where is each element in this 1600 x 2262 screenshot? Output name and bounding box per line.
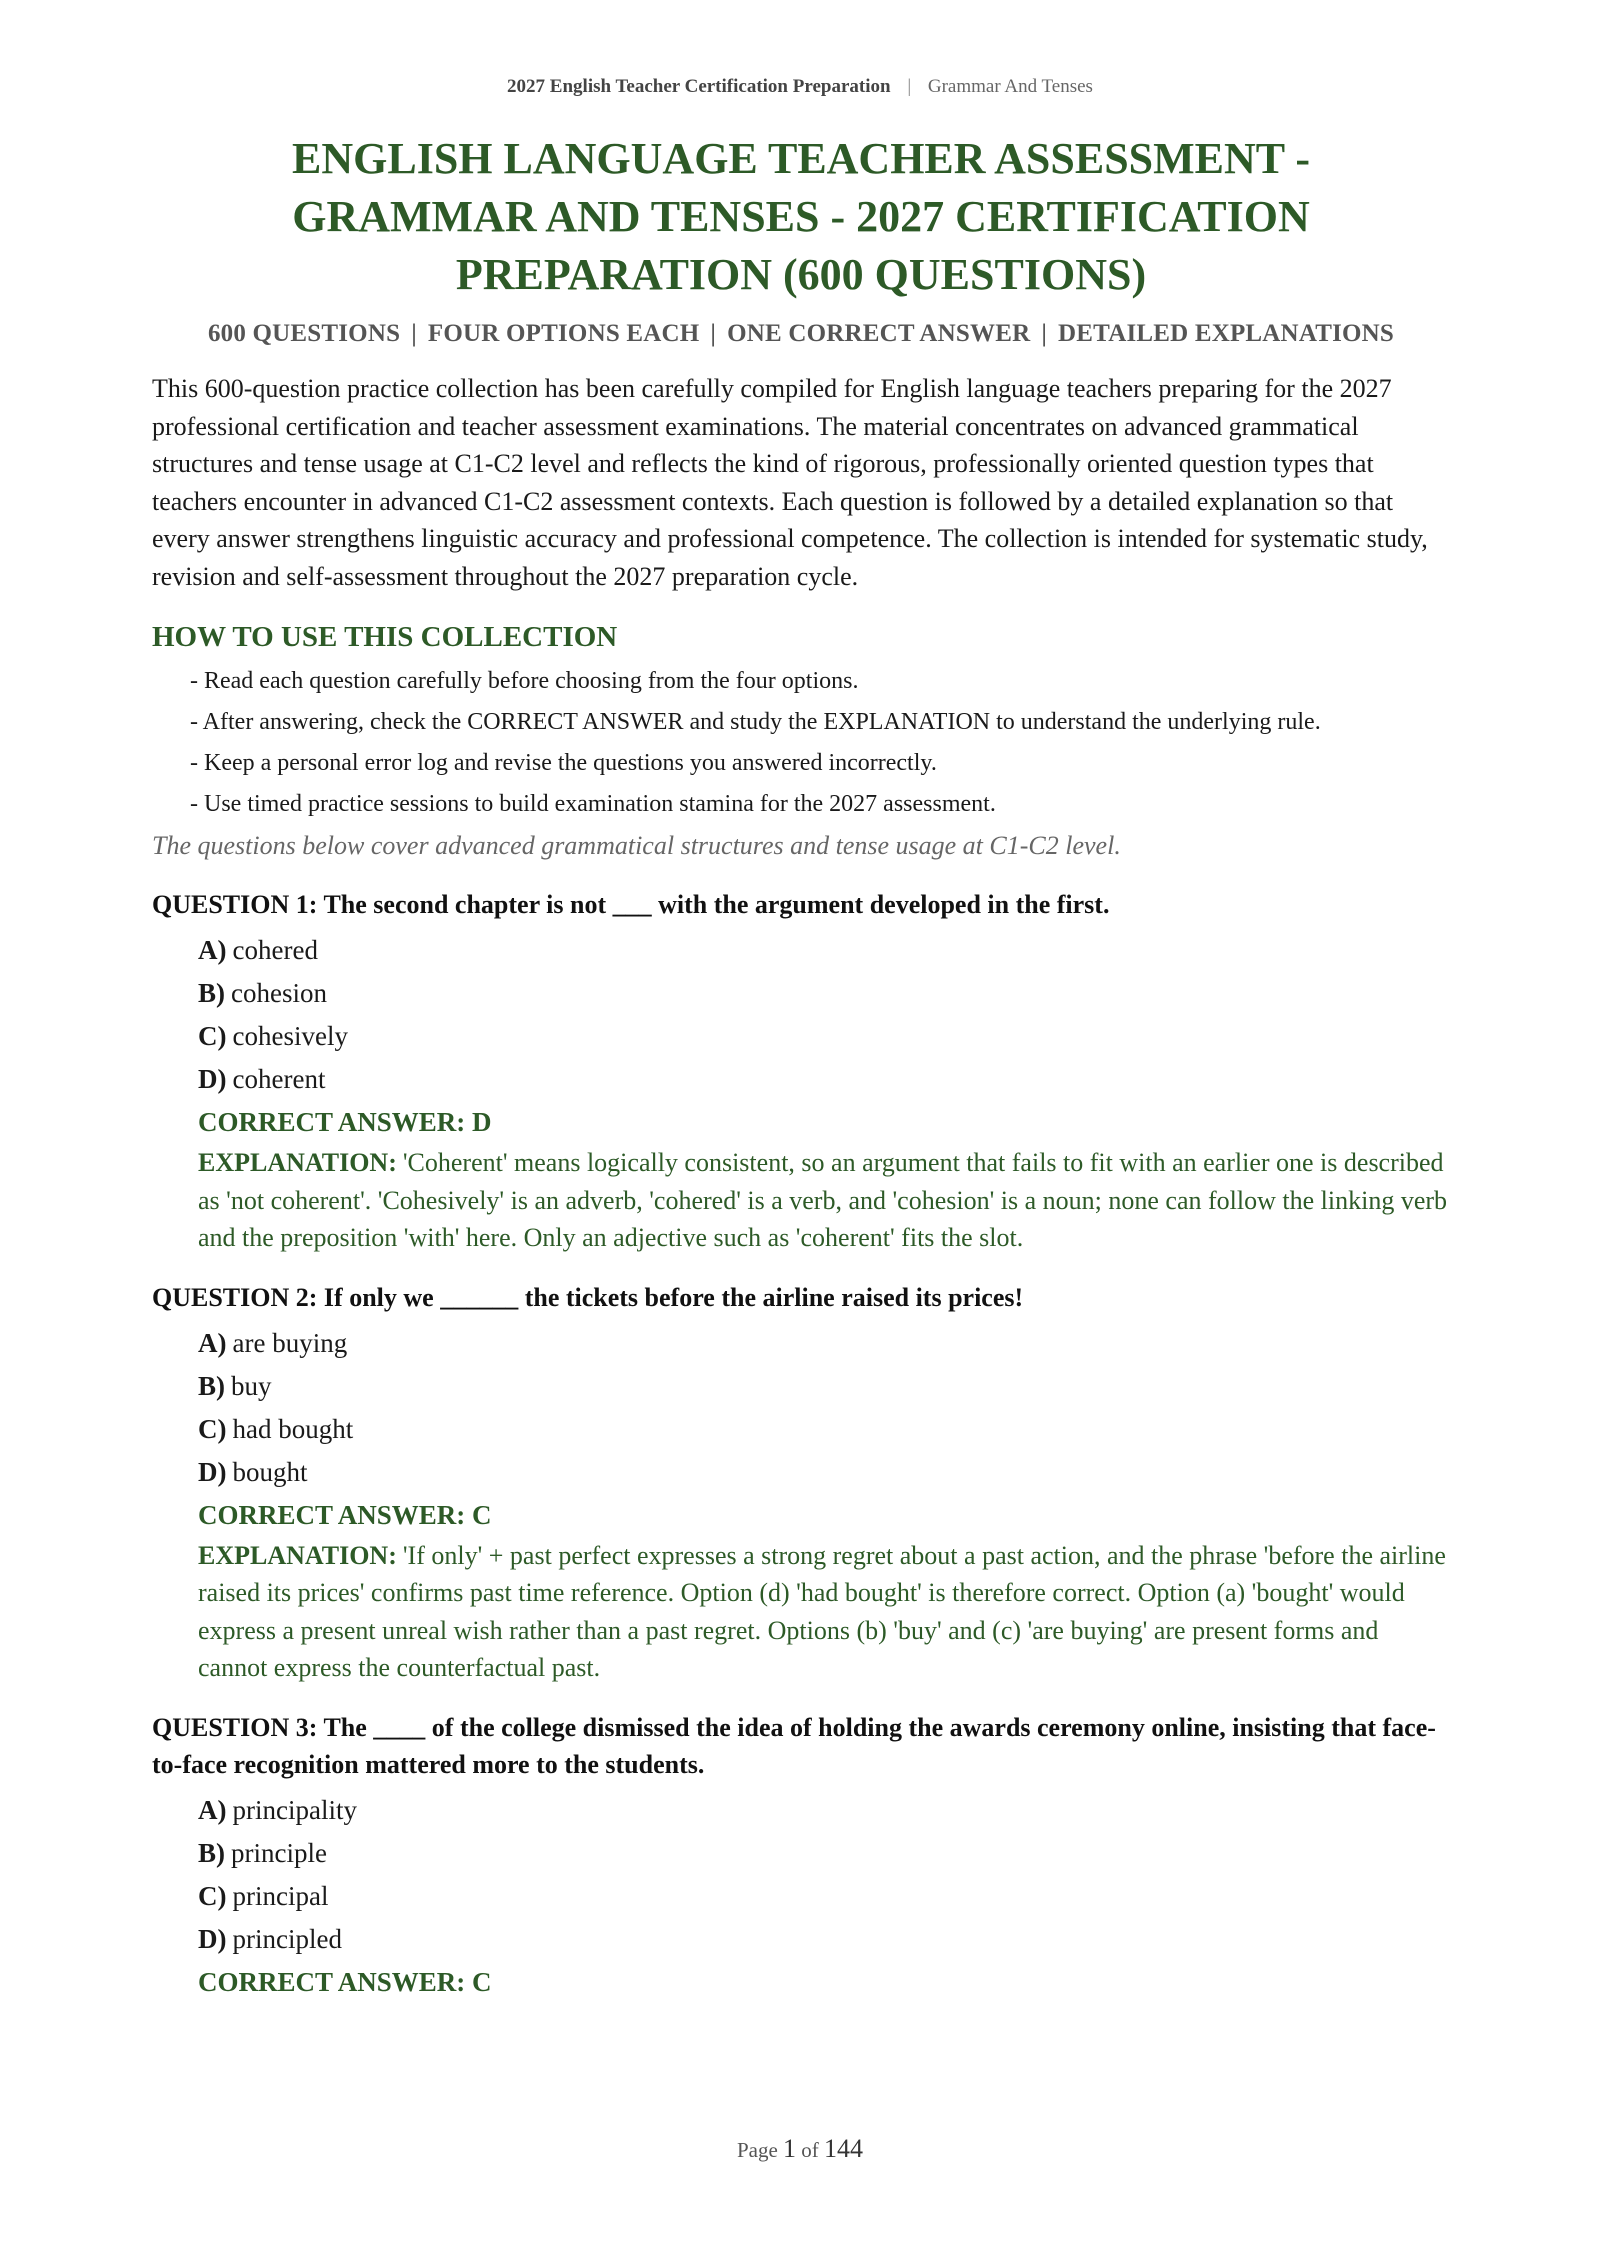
- page-footer: [0, 2134, 1600, 2164]
- running-header: [0, 76, 1600, 98]
- subtitle-separator: |: [1041, 320, 1048, 347]
- header-topic: Grammar And Tenses: [927, 76, 1093, 97]
- option-c: [198, 1408, 1450, 1451]
- header-course: 2027 English Teacher Certification Preparation: [507, 76, 891, 97]
- option-text: cohesion: [231, 978, 327, 1008]
- current-page-number: 1: [783, 2134, 797, 2163]
- option-letter: B): [198, 1370, 225, 1401]
- how-to-use-step: - After answering, check the CORRECT ANSWER and study the EXPLANATION to understand the underlying rule.: [190, 709, 1321, 735]
- explanation-label: EXPLANATION:: [198, 1148, 397, 1177]
- option-letter: C): [198, 1021, 227, 1051]
- option-letter: C): [198, 1880, 227, 1911]
- option-c: [198, 1875, 1450, 1918]
- option-text: coherent: [232, 1064, 326, 1094]
- explanation: [198, 1537, 1450, 1687]
- option-letter: C): [198, 1413, 227, 1444]
- page-word: Page: [736, 2138, 778, 2162]
- option-letter: A): [198, 935, 227, 965]
- question-block: [152, 1279, 1450, 1687]
- header-separator: |: [907, 76, 912, 97]
- how-to-use-step: - Use timed practice sessions to build examination stamina for the 2027 assessment.: [190, 791, 996, 817]
- option-d: [198, 1918, 1450, 1961]
- correct-answer: CORRECT ANSWER: D: [198, 1107, 492, 1137]
- subtitle-item: FOUR OPTIONS EACH: [427, 320, 700, 347]
- option-a: [198, 929, 1450, 972]
- option-letter: A): [198, 1794, 227, 1825]
- options-list: [198, 1322, 1450, 1494]
- subtitle-item: 600 QUESTIONS: [207, 320, 401, 347]
- correct-answer: CORRECT ANSWER: C: [198, 1966, 492, 1997]
- of-word: of: [801, 2138, 819, 2162]
- option-letter: A): [198, 1327, 227, 1358]
- total-pages: 144: [824, 2134, 864, 2163]
- option-text: principality: [232, 1794, 357, 1825]
- option-text: cohesively: [232, 1021, 348, 1051]
- question-block: [152, 886, 1450, 1257]
- document-title: ENGLISH LANGUAGE TEACHER ASSESSMENT - GRAMMAR AND TENSES - 2027 CERTIFICATION PREPARATION (600 QUESTIONS): [292, 134, 1310, 299]
- subtitle-separator: |: [411, 320, 417, 347]
- option-text: principle: [231, 1837, 327, 1868]
- intro-paragraph: This 600-question practice collection has been carefully compiled for English language teachers preparing for the 2027 professional certification and teacher assessment examinations. The material concentrates on advanced grammatical structures and tense usage at C1-C2 level and reflects the kind of rigorous, professionally oriented question types that teachers encounter in advanced C1-C2 assessment contexts. Each question is followed by a detailed explanation so that every answer strengthens linguistic accuracy and professional competence. The collection is intended for systematic study, revision and self-assessment throughout the 2027 preparation cycle.: [152, 374, 1428, 591]
- option-letter: B): [198, 978, 225, 1008]
- option-d: [198, 1451, 1450, 1494]
- option-text: bought: [232, 1456, 308, 1487]
- options-list: [198, 1789, 1450, 1961]
- document-subtitle: [152, 320, 1450, 348]
- correct-answer: CORRECT ANSWER: C: [198, 1499, 492, 1530]
- option-b: [198, 972, 1450, 1015]
- options-list: [198, 929, 1450, 1101]
- explanation-text: 'Coherent' means logically consistent, so an argument that fails to fit with an earlier one is described as 'not coherent'. 'Cohesively' is an adverb, 'cohered' is a verb, and 'cohesion' is a noun; none can follow the linking verb and the preposition 'with' here. Only an adjective such as 'coherent' fits the slot.: [198, 1148, 1448, 1252]
- coverage-note: The questions below cover advanced grammatical structures and tense usage at C1-C2 level.: [152, 831, 1121, 860]
- explanation-label: EXPLANATION:: [198, 1540, 397, 1570]
- how-to-use-heading: HOW TO USE THIS COLLECTION: [152, 621, 618, 653]
- option-text: had bought: [232, 1413, 354, 1444]
- option-letter: B): [198, 1837, 225, 1868]
- option-text: cohered: [232, 935, 318, 965]
- subtitle-item: DETAILED EXPLANATIONS: [1058, 320, 1395, 347]
- subtitle-separator: |: [710, 320, 717, 347]
- subtitle-item: ONE CORRECT ANSWER: [727, 320, 1031, 347]
- question-text: QUESTION 2: If only we ______ the tickets before the airline raised its prices!: [152, 1282, 1024, 1312]
- explanation-text: 'If only' + past perfect expresses a strong regret about a past action, and the phrase 'before the airline raised its prices' confirms past time reference. Option (d) 'had bought' is therefore correct. Option (a) 'bought' would express a present unreal wish rather than a past regret. Options (b) 'buy' and (c) 'are buying' are present forms and cannot express the counterfactual past.: [198, 1540, 1446, 1682]
- option-a: [198, 1322, 1450, 1365]
- option-letter: D): [198, 1064, 227, 1094]
- option-b: [198, 1365, 1450, 1408]
- option-letter: D): [198, 1456, 227, 1487]
- question-block: [152, 1709, 1450, 2004]
- how-to-use-step: - Read each question carefully before choosing from the four options.: [190, 668, 859, 694]
- option-text: are buying: [232, 1327, 348, 1358]
- page-content: [152, 130, 1450, 2004]
- option-d: [198, 1058, 1450, 1101]
- option-a: [198, 1789, 1450, 1832]
- option-c: [198, 1015, 1450, 1058]
- option-text: principal: [232, 1880, 329, 1911]
- how-to-use-step: - Keep a personal error log and revise the questions you answered incorrectly.: [190, 750, 937, 776]
- option-text: buy: [231, 1370, 272, 1401]
- how-to-use-list: [190, 664, 1450, 822]
- explanation: [198, 1144, 1450, 1257]
- option-b: [198, 1832, 1450, 1875]
- question-text: QUESTION 1: The second chapter is not ___ with the argument developed in the first.: [152, 890, 1110, 919]
- question-text: QUESTION 3: The ____ of the college dismissed the idea of holding the awards ceremony online, insisting that face-to-face recognition mattered more to the students.: [152, 1712, 1436, 1779]
- option-text: principled: [232, 1923, 342, 1954]
- option-letter: D): [198, 1923, 227, 1954]
